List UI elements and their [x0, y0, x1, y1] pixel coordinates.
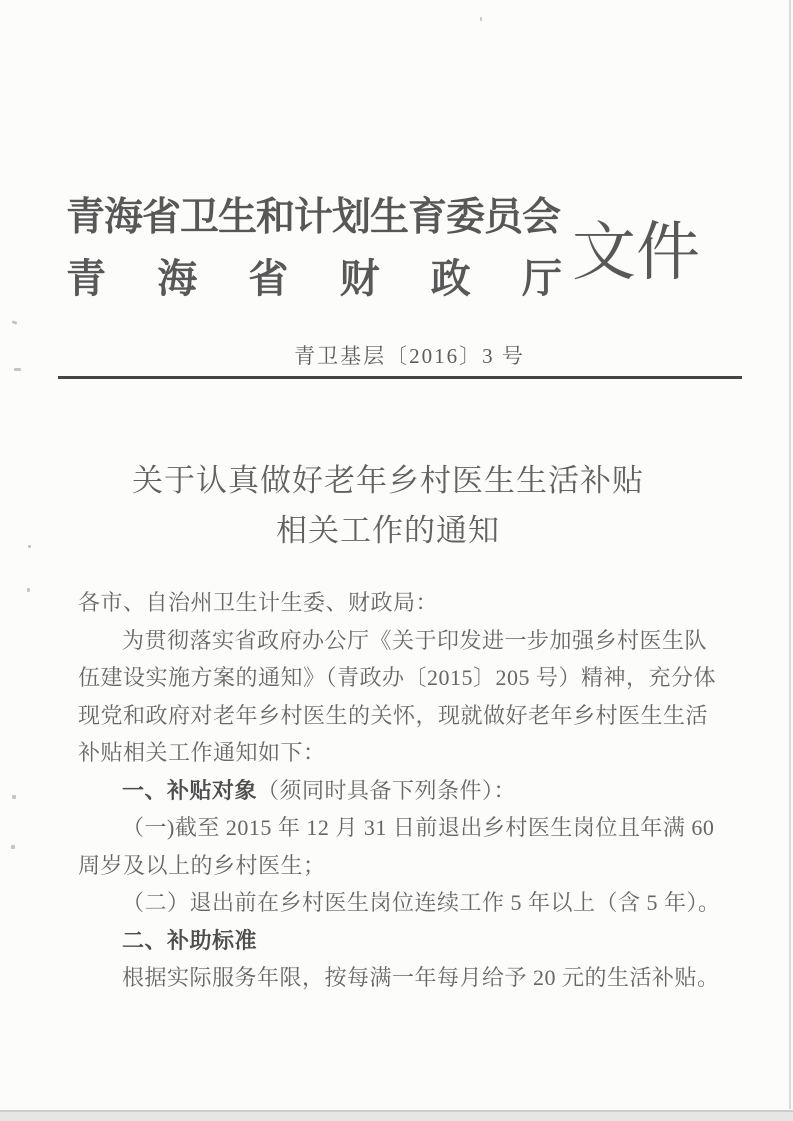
body-line: 现党和政府对老年乡村医生的关怀，现就做好老年乡村医生生活: [78, 702, 709, 728]
section-1-heading-note: （须同时具备下列条件）：: [257, 777, 517, 803]
document-number: 青卫基层〔2016〕3 号: [294, 344, 525, 368]
body-line: （二）退出前在乡村医生岗位连续工作 5 年以上（含 5 年）。: [122, 890, 721, 915]
document-title: [8, 456, 768, 556]
scan-speck: [480, 17, 482, 21]
section-2-heading: 二、补助标准: [122, 927, 258, 953]
letterhead-rule: [58, 376, 742, 379]
body-line: 伍建设实施方案的通知》（青政办〔2015〕205 号）精神，充分体: [78, 665, 717, 690]
scan-speck: [14, 368, 21, 371]
scan-speck: [12, 320, 18, 325]
body-line: （一)截至 2015 年 12 月 31 日前退出乡村医生岗位且年满 60: [122, 815, 715, 840]
section-1-heading: 一、补贴对象: [122, 777, 258, 803]
section-1-heading-line: [78, 772, 730, 810]
body-line: 周岁及以上的乡村医生；: [78, 852, 326, 878]
scan-speck: [12, 795, 16, 799]
body-line: 为贯彻落实省政府办公厅《关于印发进一步加强乡村医生队: [122, 627, 708, 653]
scan-speck: [11, 845, 15, 849]
issuing-organizations: [66, 192, 562, 302]
body-line: 补贴相关工作通知如下：: [78, 740, 326, 765]
paper-bottom-edge: [0, 1110, 793, 1121]
salutation-line: 各市、自治州卫生计生委、财政局：: [78, 590, 439, 615]
document-type-label: 文件: [572, 216, 700, 288]
body-line: 根据实际服务年限，按每满一年每月给予 20 元的生活补贴。: [122, 965, 720, 990]
scan-speck: [28, 545, 31, 548]
letterhead: [66, 192, 700, 302]
document-body: [78, 584, 730, 997]
scan-speck: [27, 588, 30, 592]
org-name-finance-department: 青 海 省 财 政 厅: [66, 257, 562, 301]
title-line-1: 关于认真做好老年乡村医生生活补贴: [132, 463, 644, 498]
section-2-heading-line: [78, 922, 730, 960]
scan-edge-line: [789, 0, 791, 1109]
title-line-2: 相关工作的通知: [276, 513, 500, 548]
org-name-health-commission: 青海省卫生和计划生育委员会: [66, 196, 561, 239]
